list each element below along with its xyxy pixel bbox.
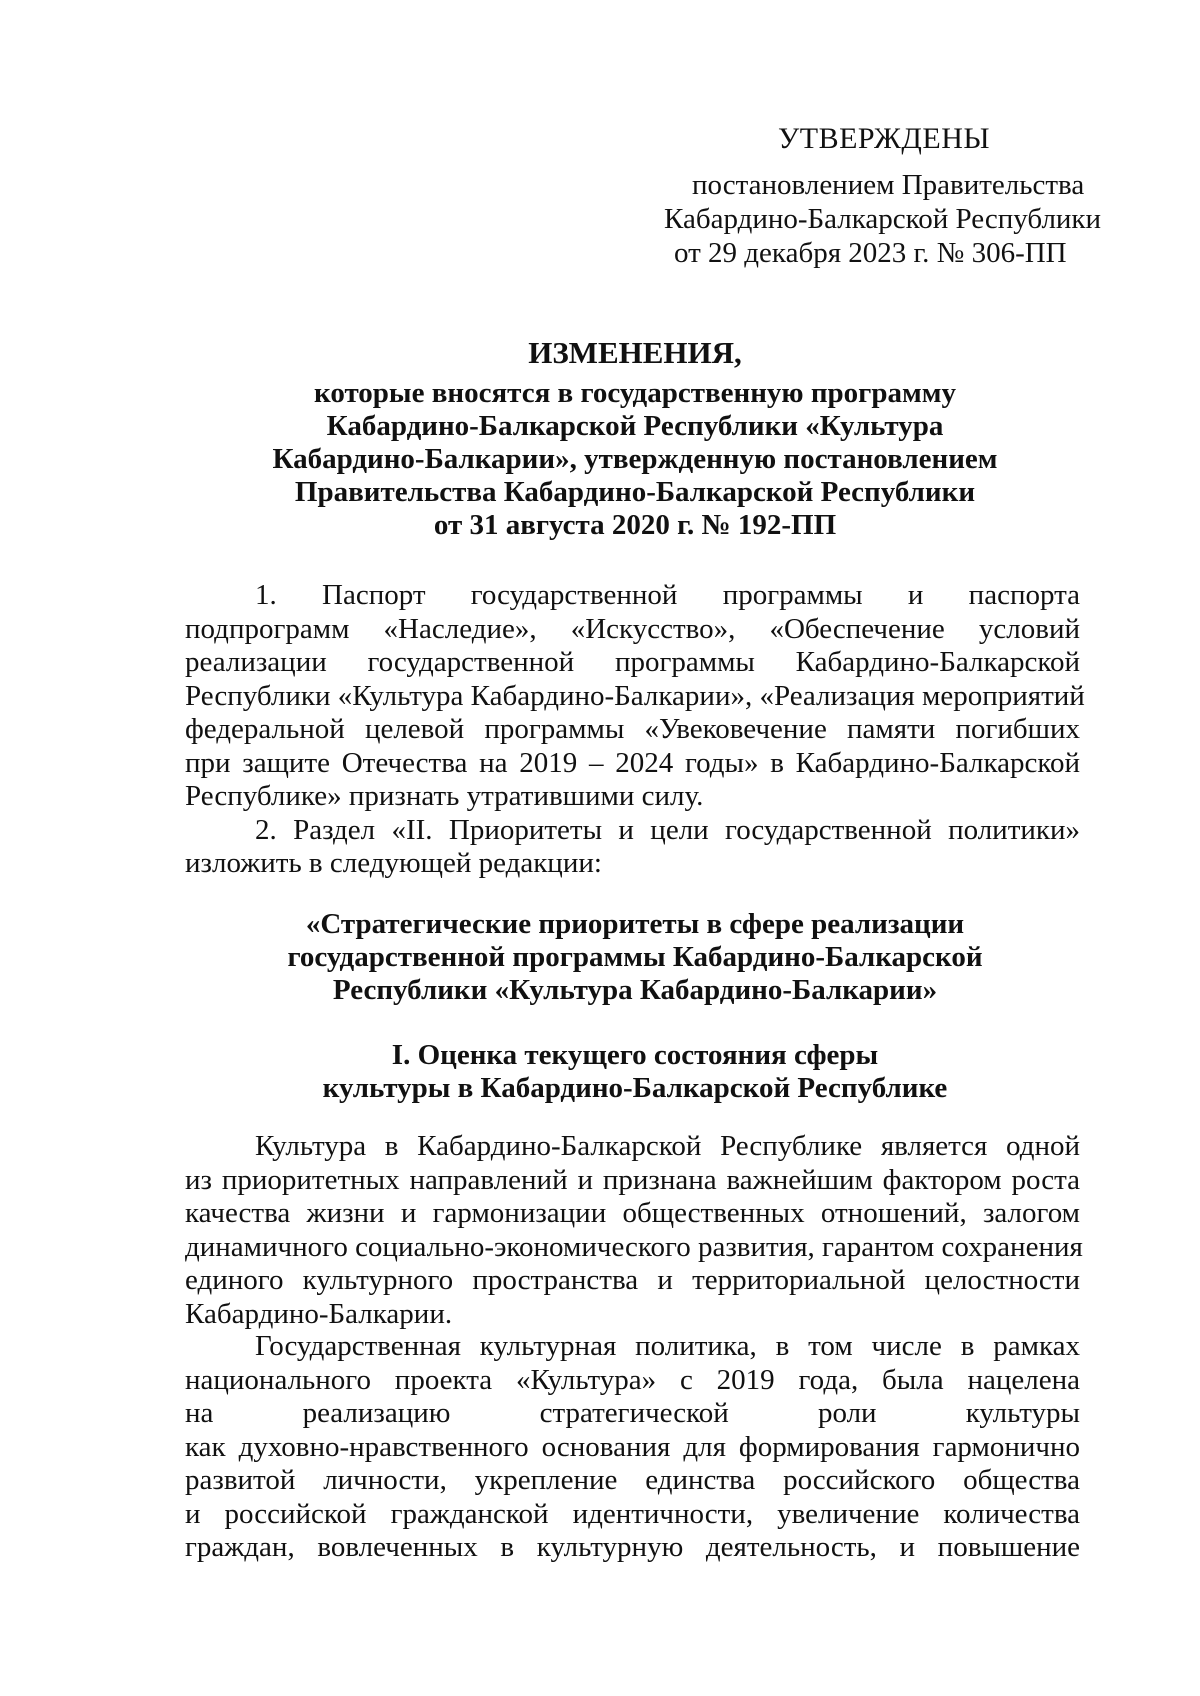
paragraph-line: единого культурного пространства и территориальной целостности [185,1264,1080,1296]
main-heading-line: Правительства Кабардино-Балкарской Республики [294,476,976,508]
approval-line: Кабардино-Балкарской Республики [664,203,1102,235]
main-heading [190,336,1080,542]
paragraph-line: и российской гражданской идентичности, увеличение количества [185,1497,1080,1530]
paragraph-4 [185,1330,1080,1565]
paragraph-line: 1. Паспорт государственной программы и паспорта [255,579,1080,611]
paragraph-line: федеральной целевой программы «Увековечение памяти погибших [185,713,1080,745]
paragraph-line: из приоритетных направлений и признана важнейшим фактором роста [185,1163,1080,1196]
strategy-heading-line: «Стратегические приоритеты в сфере реализации [305,908,965,940]
paragraph-line: подпрограмм «Наследие», «Искусство», «Обеспечение условий [185,612,1080,645]
paragraph-line: 2. Раздел «II. Приоритеты и цели государственной политики» [255,813,1080,846]
paragraph-line: изложить в следующей редакции: [185,847,602,879]
paragraph-line: Культура в Кабардино-Балкарской Республике является одной [255,1130,1080,1162]
strategy-heading [190,908,1080,1007]
paragraph-line: Республике» признать утратившими силу. [185,780,704,812]
paragraph-line: качества жизни и гармонизации общественных отношений, залогом [185,1197,1080,1229]
approval-line: от 29 декабря 2023 г. № 306-ПП [674,237,1067,269]
paragraph-line: национального проекта «Культура» с 2019 года, была нацелена [185,1363,1080,1396]
main-heading-line: от 31 августа 2020 г. № 192-ПП [433,509,837,541]
paragraph-line: как духовно-нравственного основания для формирования гармонично [185,1430,1080,1463]
paragraph-line: при защите Отечества на 2019 – 2024 годы» в Кабардино-Балкарской [185,746,1080,779]
main-heading-line: Кабардино-Балкарской Республики «Культура [326,410,944,442]
strategy-heading-line: Республики «Культура Кабардино-Балкарии» [332,974,938,1006]
paragraph-line: Государственная культурная политика, в том числе в рамках [255,1330,1080,1362]
strategy-heading-line: государственной программы Кабардино-Балкарской [287,941,983,973]
main-heading-title: ИЗМЕНЕНИЯ, [528,335,742,370]
section-heading-line: культуры в Кабардино-Балкарской Республике [322,1072,948,1104]
paragraph-line: развитой личности, укрепление единства российского общества [185,1464,1080,1496]
approval-block [650,122,1110,270]
approval-title: УТВЕРЖДЕНЫ [778,122,991,155]
paragraph-line: реализации государственной программы Кабардино-Балкарской [185,646,1080,678]
paragraph-3 [185,1130,1083,1331]
paragraph-line: граждан, вовлеченных в культурную деятельность, и повышение [185,1531,1080,1563]
section-heading [190,1039,1080,1105]
paragraph-line: Республики «Культура Кабардино-Балкарии», «Реализация мероприятий [185,679,1085,712]
paragraph-line: Кабардино-Балкарии. [185,1297,453,1330]
section-heading-line: I. Оценка текущего состояния сферы [391,1039,879,1071]
paragraph-line: на реализацию стратегической роли культуры [185,1397,1080,1429]
main-heading-line: которые вносятся в государственную программу [314,377,956,409]
paragraph-line: динамичного социально-экономического развития, гарантом сохранения [185,1230,1083,1263]
main-heading-line: Кабардино-Балкарии», утвержденную постановлением [272,443,998,475]
approval-line: постановлением Правительства [692,169,1085,201]
paragraph-1-and-2 [185,579,1085,881]
